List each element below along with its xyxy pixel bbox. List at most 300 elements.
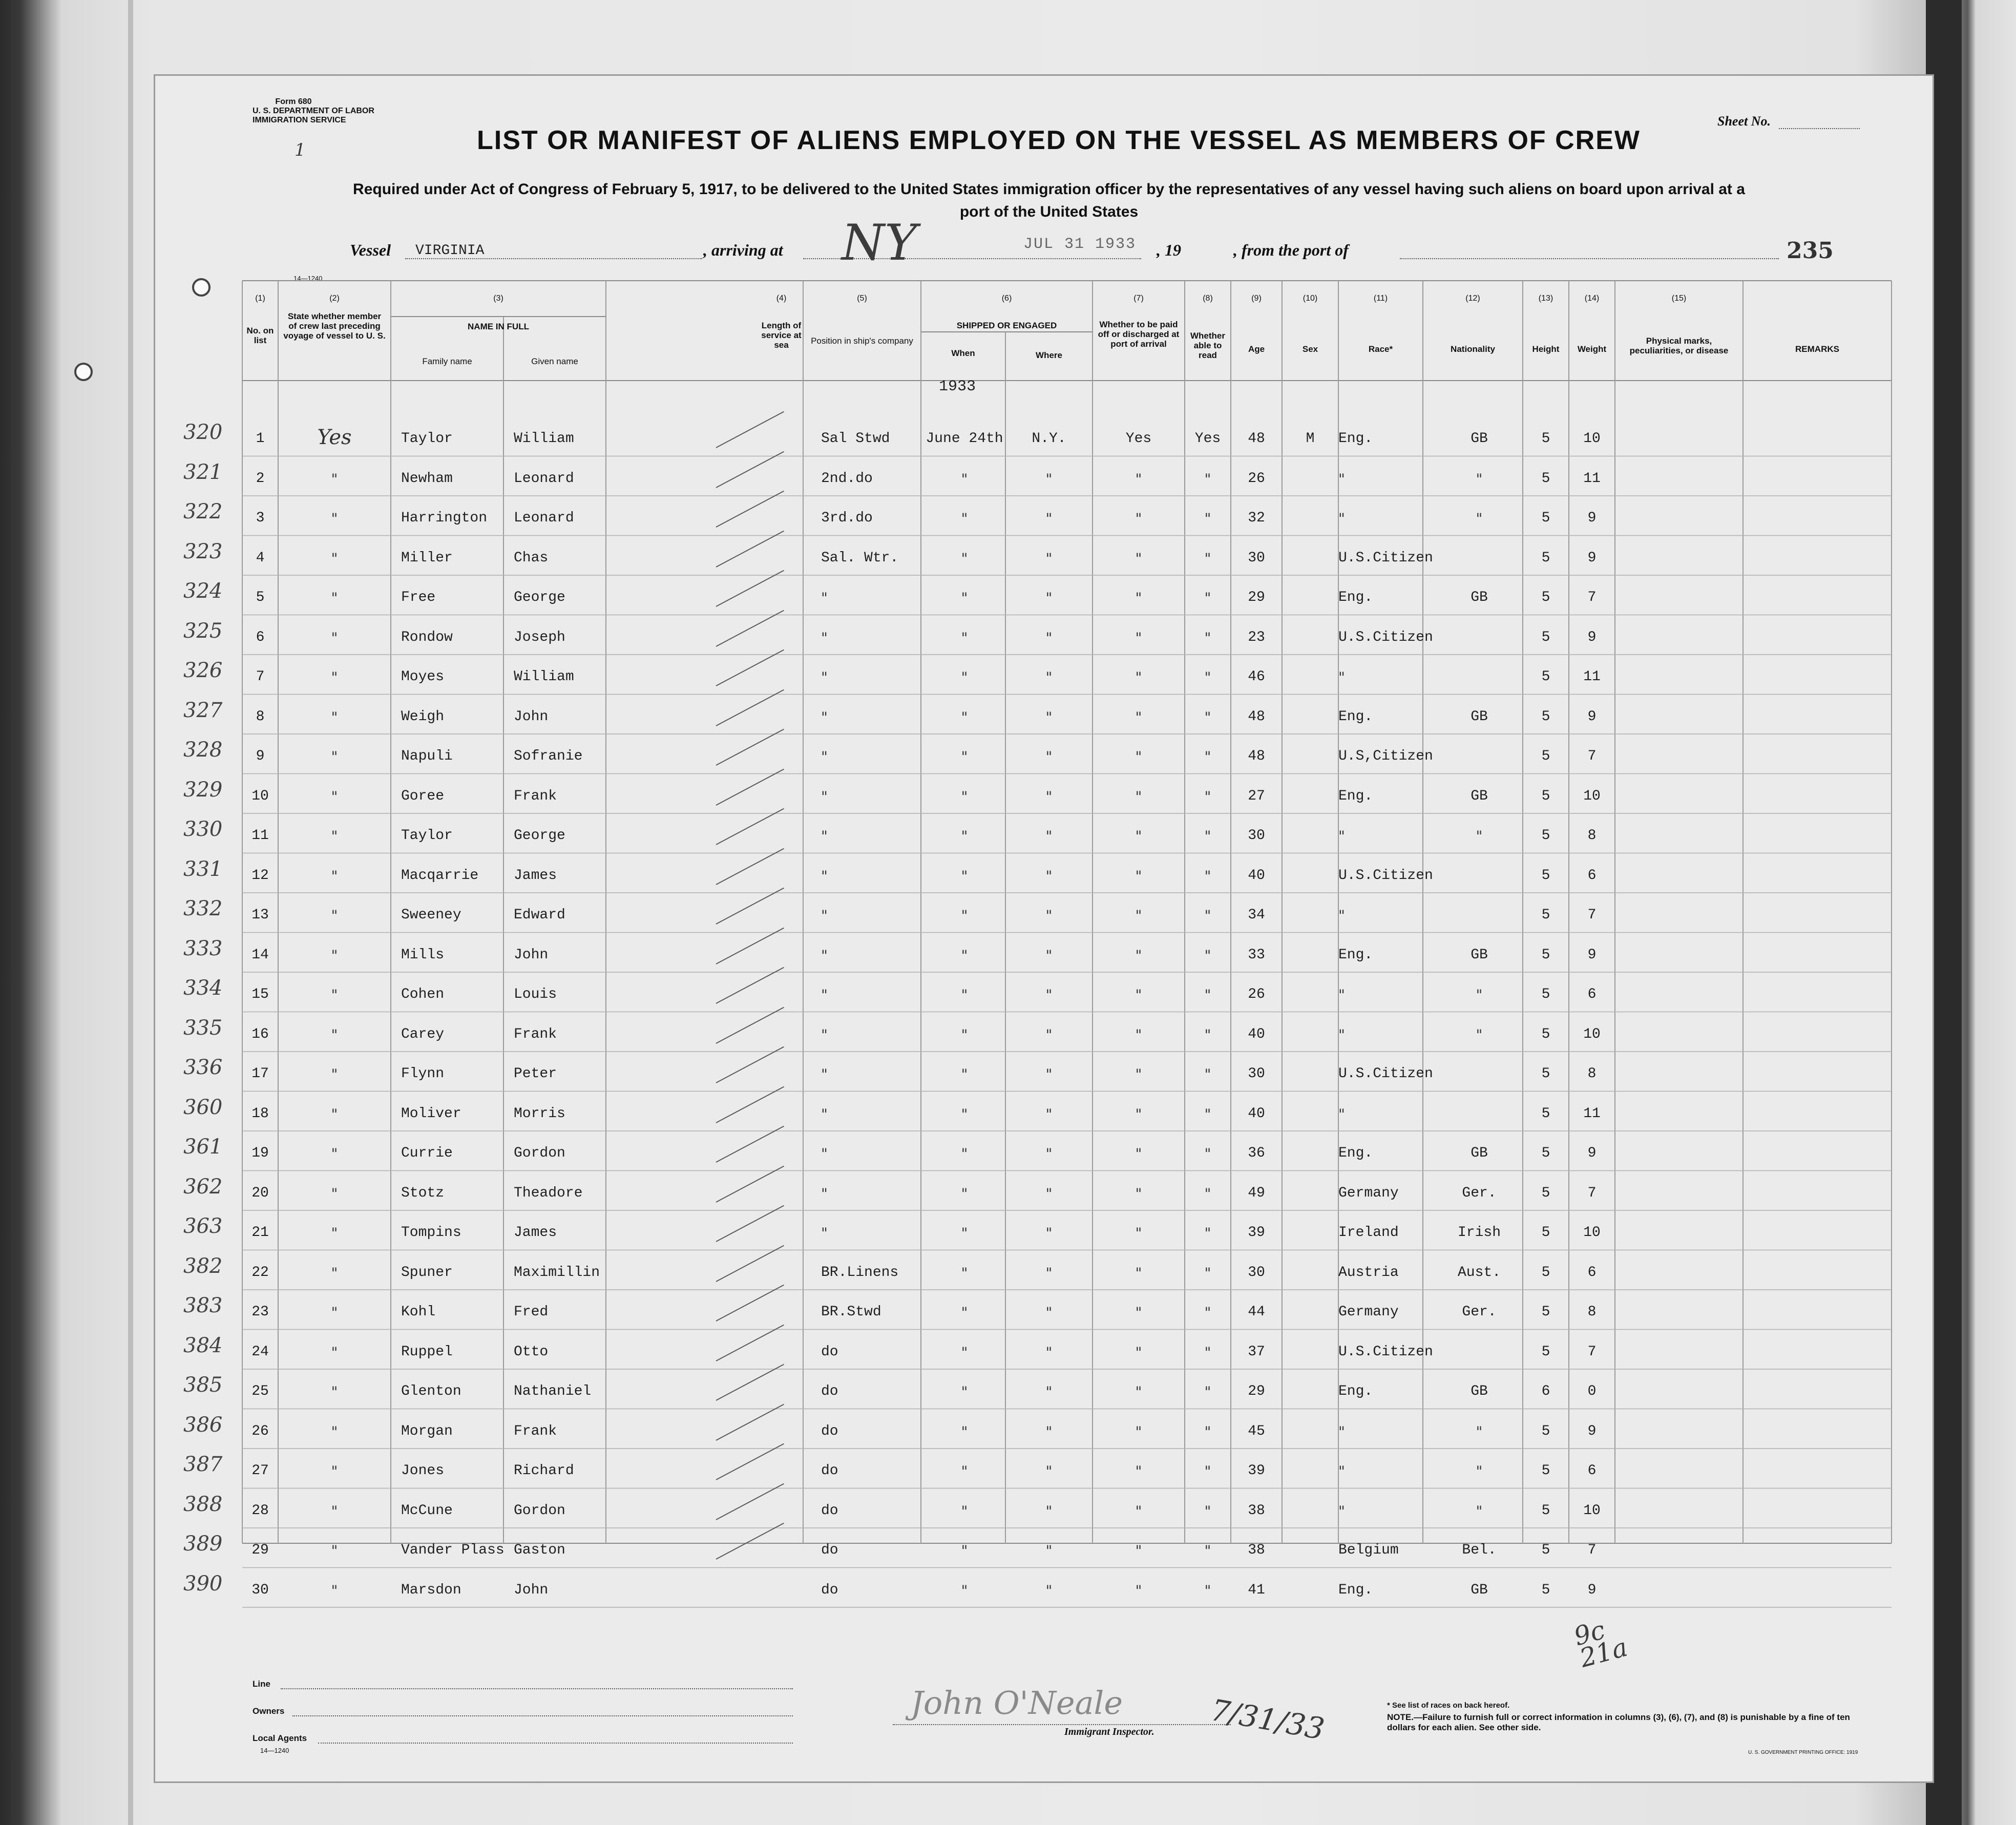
height: 5: [1541, 748, 1550, 764]
shipped-when: ": [961, 1463, 968, 1480]
age: 44: [1248, 1304, 1265, 1320]
weight: 7: [1587, 1542, 1597, 1558]
given-name: William: [514, 669, 574, 685]
weight: 7: [1587, 1344, 1597, 1360]
shipped-when: ": [961, 867, 968, 885]
col-num-3: (3): [493, 294, 503, 303]
able-to-read: ": [1204, 1145, 1211, 1162]
weight: 7: [1587, 1185, 1597, 1201]
shipped-where: ": [1045, 828, 1053, 845]
margin-number: 320: [183, 421, 223, 444]
family-name: Tompins: [401, 1225, 461, 1241]
given-name: George: [514, 828, 565, 844]
height: 5: [1541, 470, 1550, 487]
height: 5: [1541, 1066, 1550, 1082]
row-number: 24: [251, 1344, 269, 1360]
age: 41: [1248, 1582, 1265, 1598]
weight: 7: [1587, 748, 1597, 764]
family-name: Spuner: [401, 1264, 453, 1281]
race: U.S.Citizen: [1338, 550, 1433, 566]
row-number: 30: [251, 1582, 269, 1598]
age: 48: [1248, 748, 1265, 764]
header-shipped: SHIPPED OR ENGAGED: [956, 321, 1057, 330]
previous-voyage: ": [331, 987, 338, 1003]
given-name: John: [514, 1582, 549, 1598]
height: 5: [1541, 1225, 1550, 1241]
nationality: GB: [1471, 788, 1488, 804]
nationality: GB: [1471, 1582, 1488, 1598]
shipped-when: ": [961, 1225, 968, 1242]
able-to-read: ": [1204, 590, 1211, 606]
weight: 7: [1587, 590, 1597, 605]
row-number: 7: [256, 669, 265, 685]
able-to-read: ": [1204, 1582, 1211, 1599]
position: ": [821, 1066, 828, 1083]
row-number: 16: [251, 1026, 269, 1042]
shipped-where: ": [1045, 669, 1053, 686]
weight: 8: [1587, 828, 1597, 844]
position: ": [821, 1105, 828, 1123]
shipped-where: ": [1045, 1304, 1053, 1321]
height: 5: [1541, 1463, 1550, 1479]
race: ": [1338, 907, 1345, 924]
row-number: 23: [251, 1304, 269, 1320]
given-name: Nathaniel: [514, 1383, 592, 1399]
weight: 6: [1587, 1463, 1597, 1479]
row-number: 18: [251, 1105, 269, 1122]
previous-voyage: ": [331, 1423, 338, 1440]
age: 26: [1248, 470, 1265, 487]
inspector-line: [893, 1724, 1231, 1725]
age: 30: [1248, 828, 1265, 844]
nationality: GB: [1471, 1145, 1488, 1161]
height: 5: [1541, 550, 1550, 566]
header-position: Position in ship's company: [811, 336, 913, 346]
arriving-label: , arriving at: [703, 241, 783, 259]
weight: 8: [1587, 1304, 1597, 1320]
margin-number: 323: [183, 539, 223, 563]
paid-off: ": [1135, 788, 1142, 805]
able-to-read: ": [1204, 907, 1211, 924]
shipped-where: ": [1045, 1145, 1053, 1162]
weight: 9: [1587, 708, 1597, 725]
family-name: Cohen: [401, 987, 445, 1002]
shipped-where: ": [1045, 907, 1053, 924]
shipped-when: ": [961, 669, 968, 686]
race: U.S,Citizen: [1338, 748, 1433, 764]
previous-voyage: ": [331, 1145, 338, 1162]
paid-off: ": [1135, 1105, 1142, 1123]
able-to-read: ": [1204, 1423, 1211, 1440]
given-name: Morris: [514, 1105, 565, 1122]
nationality: GB: [1471, 1383, 1488, 1399]
height: 5: [1541, 1264, 1550, 1281]
shipped-when: ": [961, 987, 968, 1003]
weight: 9: [1587, 1423, 1597, 1439]
margin-number: 384: [183, 1333, 223, 1357]
able-to-read: ": [1204, 550, 1211, 567]
previous-voyage: ": [331, 708, 338, 726]
races-note: * See list of races on back hereof.: [1387, 1701, 1510, 1710]
race: Eng.: [1338, 1582, 1373, 1598]
family-name: Ruppel: [401, 1344, 453, 1360]
header-sex: Sex: [1302, 344, 1318, 354]
year-above-when: 1933: [939, 378, 976, 395]
weight: 7: [1587, 907, 1597, 923]
paid-off: ": [1135, 1423, 1142, 1440]
position: do: [821, 1542, 838, 1558]
paid-off: ": [1135, 748, 1142, 765]
family-name: McCune: [401, 1502, 453, 1519]
family-name: Flynn: [401, 1066, 445, 1082]
given-name: Frank: [514, 788, 557, 804]
weight: 8: [1587, 1066, 1597, 1082]
previous-voyage: ": [331, 1502, 338, 1520]
height: 5: [1541, 1105, 1550, 1122]
family-name: Kohl: [401, 1304, 436, 1320]
height: 5: [1541, 1423, 1550, 1439]
family-name: Miller: [401, 550, 453, 566]
family-name: Harrington: [401, 510, 488, 526]
weight: 9: [1587, 629, 1597, 645]
height: 5: [1541, 828, 1550, 844]
paid-off: ": [1135, 828, 1142, 845]
given-name: Edward: [514, 907, 565, 923]
margin-number: 330: [183, 817, 223, 841]
shipped-where: ": [1045, 510, 1053, 527]
position: ": [821, 828, 828, 845]
position: do: [821, 1463, 838, 1479]
nationality: GB: [1471, 708, 1488, 725]
family-name: Mills: [401, 947, 445, 963]
row-number: 3: [256, 510, 265, 526]
age: 40: [1248, 867, 1265, 884]
race: ": [1338, 828, 1345, 845]
col-num-7: (7): [1133, 294, 1144, 303]
paid-off: ": [1135, 708, 1142, 726]
family-name: Moyes: [401, 669, 445, 685]
previous-voyage: ": [331, 470, 338, 488]
able-to-read: ": [1204, 1542, 1211, 1559]
header-physical-marks: Physical marks, peculiarities, or disease: [1629, 336, 1729, 355]
margin-number: 328: [183, 738, 223, 762]
shipped-where: ": [1045, 590, 1053, 606]
weight: 0: [1587, 1383, 1597, 1399]
shipped-when: ": [961, 1264, 968, 1282]
shipped-when: ": [961, 1145, 968, 1162]
header-family-name: Family name: [422, 356, 472, 366]
nationality: Ger.: [1462, 1185, 1497, 1201]
height: 6: [1541, 1383, 1550, 1399]
given-name: Richard: [514, 1463, 574, 1479]
print-code-bottom: 14—1240: [260, 1747, 289, 1754]
height: 5: [1541, 907, 1550, 923]
age: 48: [1248, 431, 1265, 447]
race: U.S.Citizen: [1338, 629, 1433, 645]
given-name: Gordon: [514, 1145, 565, 1161]
family-name: Newham: [401, 470, 453, 487]
race: ": [1338, 1423, 1345, 1440]
shipped-where: ": [1045, 1105, 1053, 1123]
binding-edge: [128, 0, 133, 1825]
shipped-when: ": [961, 788, 968, 805]
shipped-when: ": [961, 1344, 968, 1361]
weight: 9: [1587, 510, 1597, 526]
able-to-read: ": [1204, 788, 1211, 805]
age: 38: [1248, 1542, 1265, 1558]
nationality: ": [1476, 1423, 1483, 1440]
shipped-when: ": [961, 828, 968, 845]
position: ": [821, 907, 828, 924]
able-to-read: ": [1204, 828, 1211, 845]
shipped-where: ": [1045, 867, 1053, 885]
margin-number: 324: [183, 579, 223, 603]
owners-field: [292, 1715, 793, 1716]
shipped-when: ": [961, 1383, 968, 1400]
paid-off: ": [1135, 1225, 1142, 1242]
header-remarks: REMARKS: [1795, 344, 1839, 354]
row-number: 27: [251, 1463, 269, 1479]
nationality: Irish: [1457, 1225, 1501, 1241]
position: ": [821, 947, 828, 964]
nationality: ": [1476, 470, 1483, 488]
position: ": [821, 708, 828, 726]
margin-number: 336: [183, 1056, 223, 1079]
shipped-where: ": [1045, 748, 1053, 765]
margin-number: 361: [183, 1135, 223, 1159]
paid-off: ": [1135, 1383, 1142, 1400]
position: 3rd.do: [821, 510, 873, 526]
nationality: ": [1476, 828, 1483, 845]
age: 29: [1248, 1383, 1265, 1399]
col-num-9: (9): [1251, 294, 1262, 303]
able-to-read: ": [1204, 1502, 1211, 1520]
nationality: ": [1476, 1463, 1483, 1480]
race: Eng.: [1338, 590, 1373, 605]
paid-off: ": [1135, 947, 1142, 964]
margin-number: 327: [183, 698, 223, 722]
family-name: Sweeney: [401, 907, 461, 923]
height: 5: [1541, 1026, 1550, 1042]
sheet-number-label: Sheet No.: [1717, 114, 1771, 129]
print-code-top: 14—1240: [293, 275, 323, 282]
age: 40: [1248, 1105, 1265, 1122]
shipped-when: ": [961, 1502, 968, 1520]
position: BR.Stwd: [821, 1304, 881, 1320]
given-name: Leonard: [514, 510, 574, 526]
family-name: Weigh: [401, 708, 445, 725]
weight: 11: [1583, 470, 1601, 487]
subtitle-line-2: port of the United States: [959, 203, 1139, 220]
able-to-read: ": [1204, 1463, 1211, 1480]
previous-voyage: ": [331, 1225, 338, 1242]
family-name: Free: [401, 590, 436, 605]
row-number: 25: [251, 1383, 269, 1399]
shipped-where: ": [1045, 708, 1053, 726]
shipped-where: ": [1045, 470, 1053, 488]
able-to-read: ": [1204, 867, 1211, 885]
local-agents-field: [318, 1743, 793, 1744]
margin-number: 360: [183, 1095, 223, 1119]
shipped-when: ": [961, 1185, 968, 1202]
margin-number: 382: [183, 1254, 223, 1278]
owners-label: Owners: [253, 1706, 285, 1716]
margin-number: 335: [183, 1016, 223, 1040]
previous-voyage: ": [331, 1264, 338, 1282]
margin-number: 326: [183, 659, 223, 682]
paid-off: ": [1135, 1304, 1142, 1321]
given-name: Louis: [514, 987, 557, 1002]
previous-voyage: ": [331, 1582, 338, 1599]
previous-voyage: ": [331, 828, 338, 845]
shipped-where: ": [1045, 788, 1053, 805]
row-number: 20: [251, 1185, 269, 1201]
family-name: Marsdon: [401, 1582, 461, 1598]
margin-number: 334: [183, 976, 223, 1000]
paid-off: Yes: [1125, 431, 1152, 447]
race: Eng.: [1338, 708, 1373, 725]
age: 38: [1248, 1502, 1265, 1519]
shipped-where: ": [1045, 987, 1053, 1003]
paid-off: ": [1135, 1026, 1142, 1043]
position: Sal Stwd: [821, 431, 890, 447]
weight: 6: [1587, 867, 1597, 884]
shipped-when: June 24th: [926, 431, 1003, 447]
family-name: Carey: [401, 1026, 445, 1042]
document-title: LIST OR MANIFEST OF ALIENS EMPLOYED ON THE VESSEL AS MEMBERS OF CREW: [477, 125, 1641, 155]
header-name-in-full: NAME IN FULL: [468, 322, 529, 331]
position: ": [821, 1225, 828, 1242]
weight: 9: [1587, 1582, 1597, 1598]
position: ": [821, 1145, 828, 1162]
given-name: Leonard: [514, 470, 574, 487]
given-name: Chas: [514, 550, 549, 566]
paid-off: ": [1135, 510, 1142, 527]
header-when: When: [951, 348, 975, 358]
position: do: [821, 1502, 838, 1519]
race: Austria: [1338, 1264, 1399, 1281]
handwritten-sheet-mark: 1: [295, 140, 306, 160]
previous-voyage: ": [331, 1185, 338, 1202]
weight: 6: [1587, 1264, 1597, 1281]
shipped-when: ": [961, 550, 968, 567]
department-name: U. S. DEPARTMENT OF LABOR: [253, 107, 374, 115]
race: ": [1338, 470, 1345, 488]
given-name: Sofranie: [514, 748, 583, 764]
position: Sal. Wtr.: [821, 550, 899, 566]
race: Germany: [1338, 1304, 1399, 1320]
paid-off: ": [1135, 1145, 1142, 1162]
height: 5: [1541, 987, 1550, 1002]
shipped-when: ": [961, 1066, 968, 1083]
paid-off: ": [1135, 550, 1142, 567]
family-name: Stotz: [401, 1185, 445, 1201]
previous-voyage: ": [331, 1304, 338, 1321]
given-name: William: [514, 431, 574, 447]
shipped-when: ": [961, 748, 968, 765]
age: 32: [1248, 510, 1265, 526]
position: ": [821, 669, 828, 686]
subtitle-line-1: Required under Act of Congress of February 5, 1917, to be delivered to the United States immigration officer by the representatives of any vessel having such aliens on board upon arrival at a: [353, 181, 1745, 198]
paid-off: ": [1135, 1066, 1142, 1083]
given-name: James: [514, 1225, 557, 1241]
shipped-where: ": [1045, 1423, 1053, 1440]
col-num-4: (4): [776, 294, 787, 303]
header-paid-off: Whether to be paid off or discharged at port of arrival: [1098, 320, 1180, 349]
able-to-read: ": [1204, 748, 1211, 765]
col-num-1: (1): [255, 294, 265, 303]
nationality: ": [1476, 1026, 1483, 1043]
previous-voyage: ": [331, 1542, 338, 1559]
nationality: GB: [1471, 431, 1488, 447]
age: 45: [1248, 1423, 1265, 1439]
able-to-read: ": [1204, 510, 1211, 527]
able-to-read: ": [1204, 708, 1211, 726]
height: 5: [1541, 510, 1550, 526]
shipped-where: ": [1045, 1026, 1053, 1043]
given-name: Otto: [514, 1344, 549, 1360]
age: 30: [1248, 550, 1265, 566]
weight: 9: [1587, 550, 1597, 566]
col-num-12: (12): [1465, 294, 1480, 303]
col-num-5: (5): [857, 294, 867, 303]
age: 49: [1248, 1185, 1265, 1201]
shipped-when: ": [961, 1423, 968, 1440]
col-num-14: (14): [1584, 294, 1600, 303]
weight: 6: [1587, 987, 1597, 1002]
row-number: 8: [256, 708, 265, 725]
shipped-when: ": [961, 708, 968, 726]
margin-number: 329: [183, 778, 223, 802]
age: 46: [1248, 669, 1265, 685]
weight: 10: [1583, 1026, 1601, 1042]
able-to-read: ": [1204, 470, 1211, 488]
height: 5: [1541, 431, 1550, 447]
height: 5: [1541, 669, 1550, 685]
height: 5: [1541, 1304, 1550, 1320]
position: do: [821, 1582, 838, 1598]
paid-off: ": [1135, 1264, 1142, 1282]
paid-off: ": [1135, 1463, 1142, 1480]
age: 30: [1248, 1264, 1265, 1281]
paid-off: ": [1135, 1502, 1142, 1520]
shipped-when: ": [961, 1105, 968, 1123]
vessel-label: Vessel: [350, 241, 391, 259]
row-number: 5: [256, 590, 265, 605]
previous-voyage: ": [331, 669, 338, 686]
row-number: 11: [251, 828, 269, 844]
previous-voyage: ": [331, 867, 338, 885]
row-number: 1: [256, 431, 265, 447]
race: U.S.Citizen: [1338, 1344, 1433, 1360]
race: Ireland: [1338, 1225, 1399, 1241]
table-grid: [155, 76, 1933, 1781]
weight: 9: [1587, 947, 1597, 963]
paid-off: ": [1135, 669, 1142, 686]
row-number: 21: [251, 1225, 269, 1241]
position: BR.Linens: [821, 1264, 899, 1281]
local-agents-label: Local Agents: [253, 1733, 307, 1743]
paid-off: ": [1135, 987, 1142, 1003]
row-number: 10: [251, 788, 269, 804]
nationality: GB: [1471, 590, 1488, 605]
previous-voyage: ": [331, 1383, 338, 1400]
shipped-when: ": [961, 1542, 968, 1559]
shipped-when: ": [961, 629, 968, 646]
header-given-name: Given name: [531, 356, 578, 366]
able-to-read: ": [1204, 1105, 1211, 1123]
shipped-when: ": [961, 470, 968, 488]
